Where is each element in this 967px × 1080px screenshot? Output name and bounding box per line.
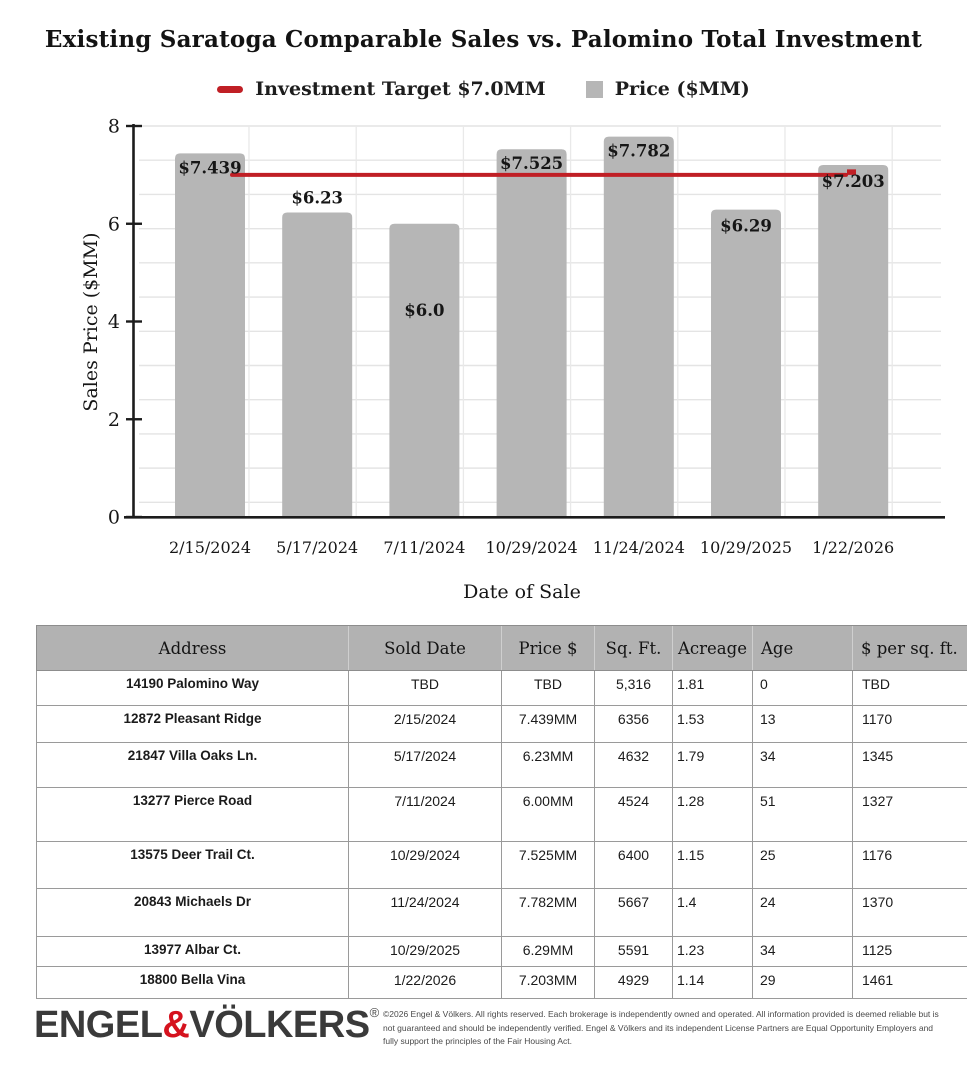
table-cell: 10/29/2024	[349, 842, 502, 889]
table-cell: 13	[753, 706, 853, 743]
price-bar-swatch-icon	[586, 81, 603, 98]
table-row	[37, 889, 967, 937]
table-cell: 13277 Pierce Road	[37, 788, 349, 842]
comps-table-body	[37, 671, 967, 999]
table-cell: TBD	[502, 671, 595, 706]
table-cell: 51	[753, 788, 853, 842]
comps-table	[36, 625, 967, 999]
y-tick-label: 4	[107, 311, 120, 333]
table-cell: 4524	[595, 788, 673, 842]
table-cell: 2/15/2024	[349, 706, 502, 743]
x-tick-label: 1/22/2026	[812, 538, 895, 557]
table-cell: 13575 Deer Trail Ct.	[37, 842, 349, 889]
table-cell: 7.525MM	[502, 842, 595, 889]
column-header: Acreage	[673, 626, 753, 671]
table-cell: 6.23MM	[502, 743, 595, 788]
price-bar	[389, 224, 459, 517]
bar-value-label: $7.782	[607, 141, 671, 161]
chart-legend	[0, 78, 967, 100]
table-cell: 29	[753, 967, 853, 999]
table-cell: TBD	[349, 671, 502, 706]
table-cell: 25	[753, 842, 853, 889]
table-cell: 1.15	[673, 842, 753, 889]
table-cell: 7.439MM	[502, 706, 595, 743]
table-cell: 21847 Villa Oaks Ln.	[37, 743, 349, 788]
logo-ampersand: &	[162, 1004, 190, 1046]
table-cell: 1370	[853, 889, 967, 937]
x-tick-label: 5/17/2024	[276, 538, 359, 557]
target-line-swatch-icon	[217, 86, 243, 93]
table-cell: 1327	[853, 788, 967, 842]
table-cell: 1.14	[673, 967, 753, 999]
table-cell: 1125	[853, 937, 967, 967]
x-tick-label: 7/11/2024	[383, 538, 466, 557]
y-tick-label: 2	[107, 408, 120, 431]
table-row	[37, 671, 967, 706]
page-title: Existing Saratoga Comparable Sales vs. Palomino Total Investment	[44, 26, 923, 53]
table-cell: 1461	[853, 967, 967, 999]
price-bar	[604, 137, 674, 517]
table-row	[37, 743, 967, 788]
table-cell: 24	[753, 889, 853, 937]
table-cell: 20843 Michaels Dr	[37, 889, 349, 937]
table-cell: 1.28	[673, 788, 753, 842]
table-cell: 5591	[595, 937, 673, 967]
bar-value-label: $6.29	[720, 216, 772, 236]
table-header-row	[37, 626, 967, 671]
column-header: Sold Date	[349, 626, 502, 671]
table-cell: 10/29/2025	[349, 937, 502, 967]
column-header: Sq. Ft.	[595, 626, 673, 671]
price-bar	[175, 153, 245, 517]
y-axis-title: Sales Price ($MM)	[80, 232, 102, 412]
disclaimer-text: ©2026 Engel & Völkers. All rights reserved. Each brokerage is independently owned and operated. All information provided is deemed reliable but is not guaranteed and should be independently verified. Engel & Völkers and its independent License Partners are Equal Opportunity Employers and fully support the principles of the Fair Housing Act.	[383, 1009, 939, 1047]
table-row	[37, 967, 967, 999]
table-cell: 1.4	[673, 889, 753, 937]
bar-value-label: $7.439	[178, 158, 242, 178]
table-row	[37, 788, 967, 842]
engel-volkers-logo	[34, 1004, 379, 1047]
logo-volkers: VÖLKERS	[189, 1004, 370, 1046]
price-bar	[282, 213, 352, 517]
bar-value-label: $7.203	[821, 171, 885, 191]
table-cell: 14190 Palomino Way	[37, 671, 349, 706]
legend-label-target: Investment Target $7.0MM	[255, 78, 546, 100]
x-tick-label: 2/15/2024	[168, 538, 252, 557]
column-header: Age	[753, 626, 853, 671]
table-cell: 4632	[595, 743, 673, 788]
table-cell: 1176	[853, 842, 967, 889]
table-cell: 4929	[595, 967, 673, 999]
table-cell: 34	[753, 743, 853, 788]
x-tick-label: 10/29/2024	[485, 538, 578, 557]
table-cell: 1/22/2026	[349, 967, 502, 999]
bar-value-label: $7.525	[500, 154, 564, 174]
x-tick-label: 10/29/2025	[699, 538, 793, 557]
table-cell: 7.782MM	[502, 889, 595, 937]
table-cell: 6.29MM	[502, 937, 595, 967]
table-cell: 5667	[595, 889, 673, 937]
table-row	[37, 706, 967, 743]
table-cell: 12872 Pleasant Ridge	[37, 706, 349, 743]
x-tick-label: 11/24/2024	[592, 538, 685, 557]
legend-item-price	[586, 78, 750, 100]
table-cell: 6.00MM	[502, 788, 595, 842]
table-cell: 1.23	[673, 937, 753, 967]
table-cell: TBD	[853, 671, 967, 706]
table-cell: 6356	[595, 706, 673, 743]
bar-value-label: $6.0	[404, 300, 445, 320]
sales-bar-chart	[0, 108, 967, 613]
table-cell: 18800 Bella Vina	[37, 967, 349, 999]
table-cell: 6400	[595, 842, 673, 889]
y-tick-label: 6	[107, 213, 120, 236]
price-bar	[497, 149, 567, 517]
logo-engel: ENGEL	[34, 1004, 163, 1046]
registered-mark: ®	[369, 1005, 379, 1021]
column-header: Address	[37, 626, 349, 671]
x-axis-title: Date of Sale	[463, 581, 581, 603]
table-cell: 34	[753, 937, 853, 967]
table-row	[37, 842, 967, 889]
price-bar	[818, 165, 888, 517]
table-cell: 7/11/2024	[349, 788, 502, 842]
price-bar	[711, 210, 781, 517]
table-cell: 5/17/2024	[349, 743, 502, 788]
table-cell: 7.203MM	[502, 967, 595, 999]
table-cell: 1.53	[673, 706, 753, 743]
table-row	[37, 937, 967, 967]
table-cell: 1345	[853, 743, 967, 788]
y-tick-label: 0	[107, 506, 120, 529]
table-cell: 0	[753, 671, 853, 706]
table-cell: 1.81	[673, 671, 753, 706]
legend-item-investment-target	[217, 78, 545, 100]
table-cell: 1170	[853, 706, 967, 743]
table-cell: 13977 Albar Ct.	[37, 937, 349, 967]
table-cell: 5,316	[595, 671, 673, 706]
y-tick-label: 8	[107, 115, 120, 138]
bar-value-label: $6.23	[291, 188, 344, 208]
table-cell: 1.79	[673, 743, 753, 788]
column-header: $ per sq. ft.	[853, 626, 967, 671]
comps-table-header	[37, 626, 967, 671]
column-header: Price $	[502, 626, 595, 671]
table-cell: 11/24/2024	[349, 889, 502, 937]
legend-label-price: Price ($MM)	[614, 78, 750, 100]
